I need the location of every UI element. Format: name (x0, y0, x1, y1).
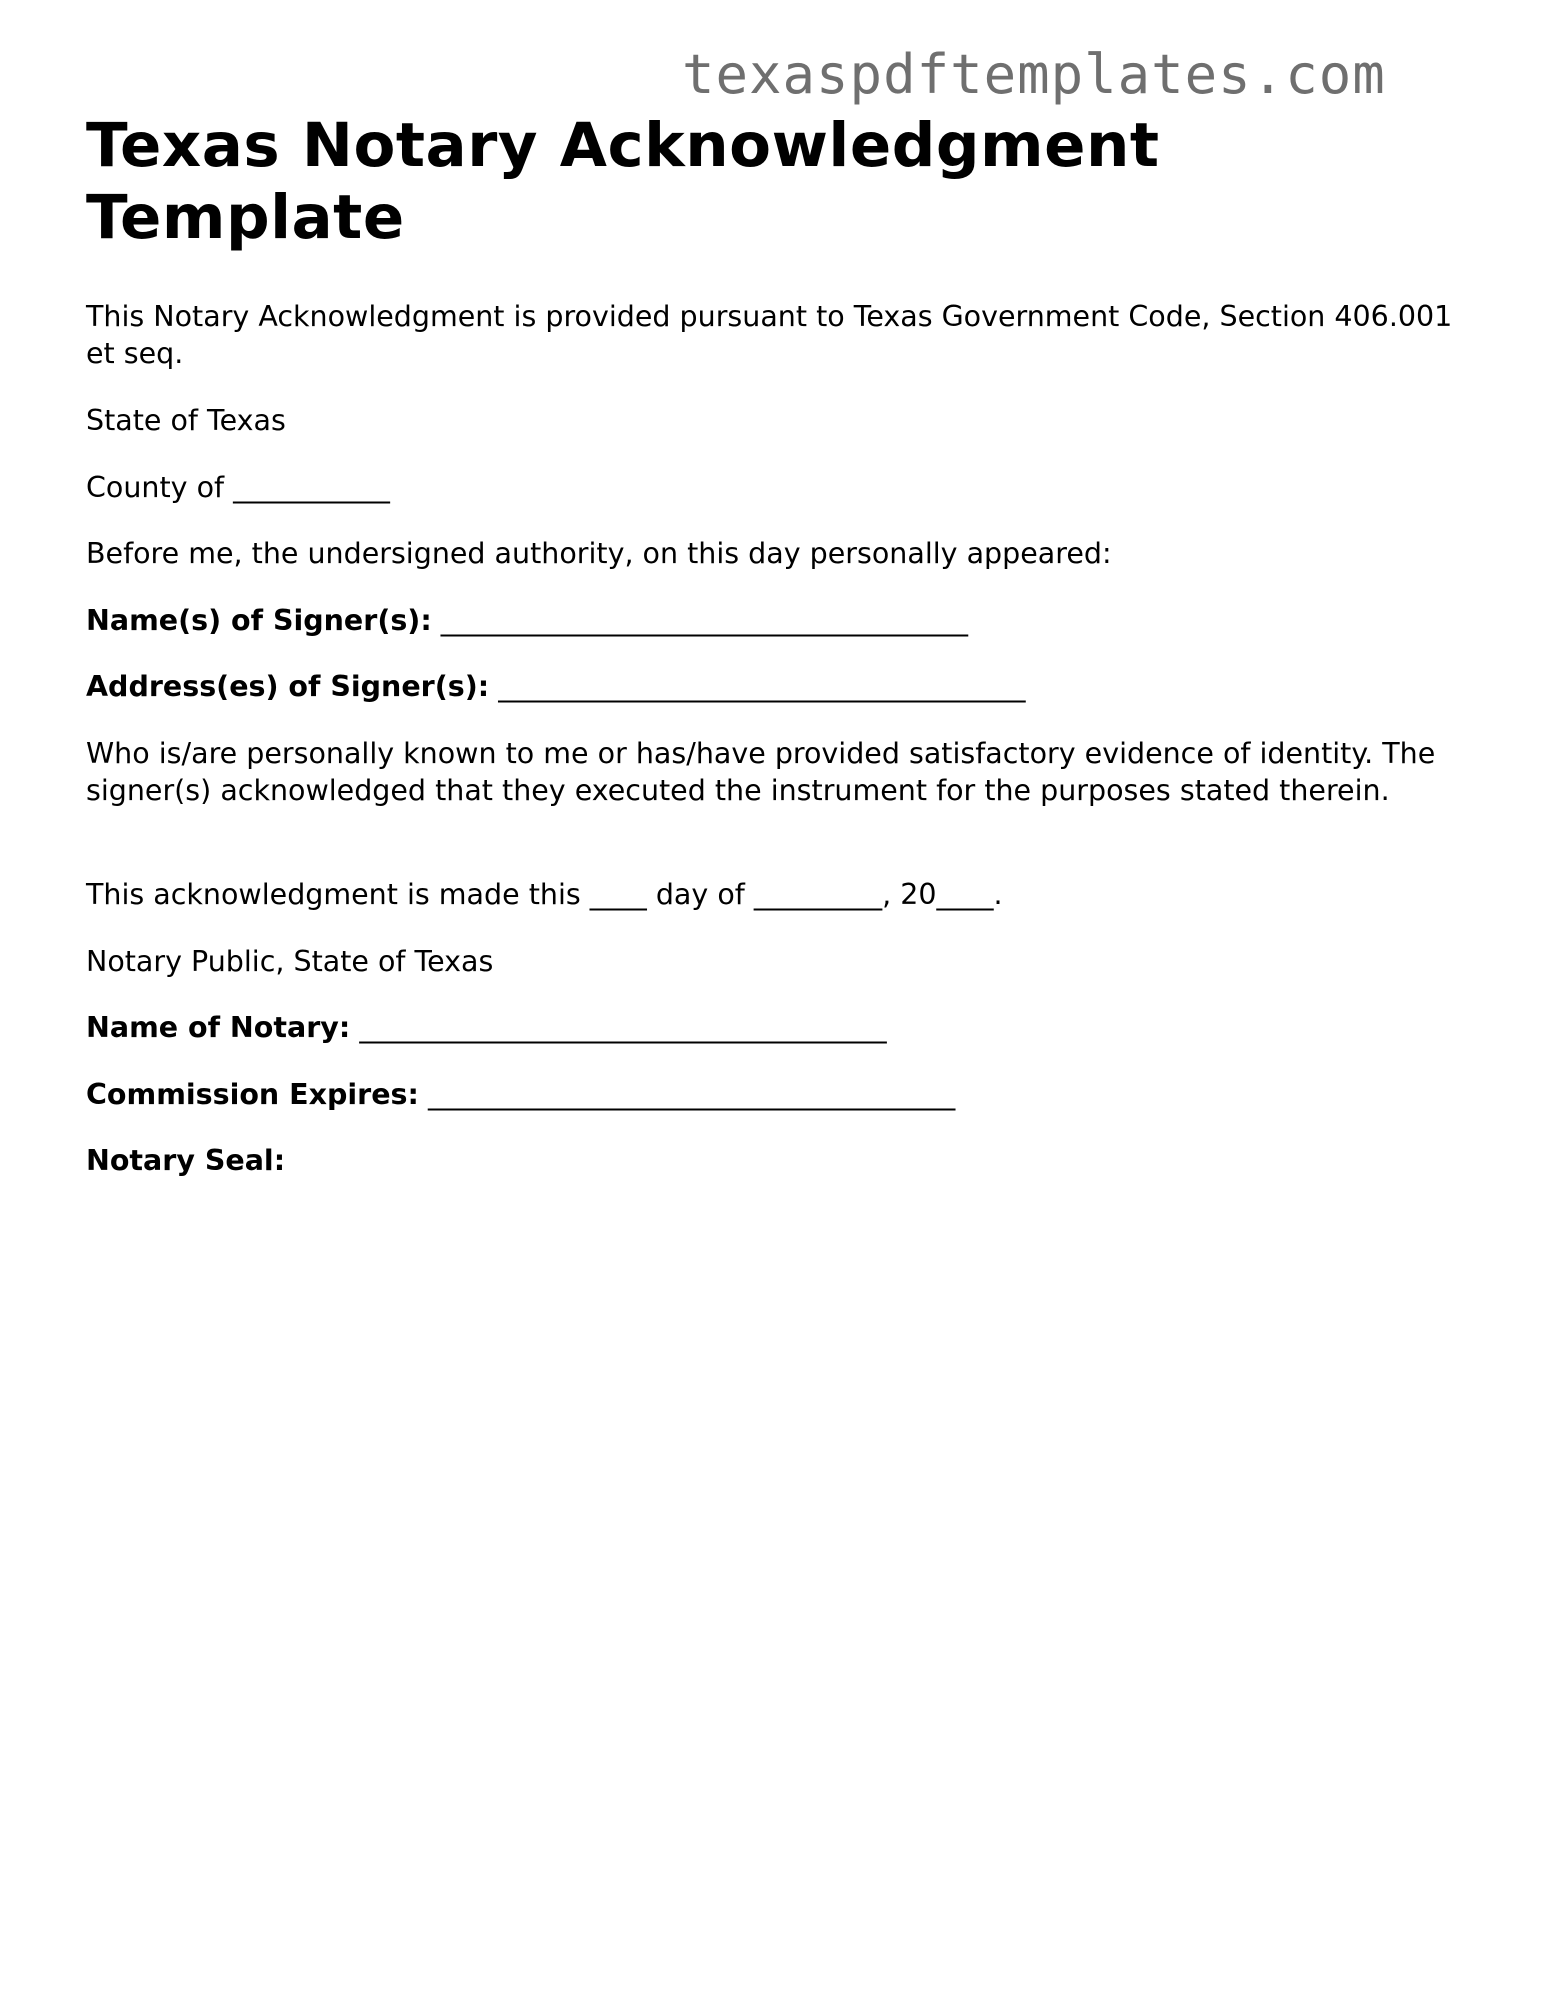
signer-addresses-label: Address(es) of Signer(s): (86, 670, 490, 703)
watermark: texaspdftemplates.com (682, 43, 1386, 106)
signer-addresses-blank[interactable]: _____________________________________ (498, 670, 1026, 703)
identity-paragraph: Who is/are personally known to me or has/have provided satisfactory evidence of identity. The signer(s) acknowledged that they executed the instrument for the purposes stated therein. (86, 737, 1436, 807)
state-line: State of Texas (86, 404, 286, 437)
commission-expires-label: Commission Expires: (86, 1078, 419, 1111)
appeared-line: Before me, the undersigned authority, on this day personally appeared: (86, 537, 1112, 570)
signer-names-label: Name(s) of Signer(s): (86, 604, 432, 637)
intro-paragraph: This Notary Acknowledgment is provided pursuant to Texas Government Code, Section 406.001 et seq. (86, 300, 1453, 370)
page-title: Texas Notary Acknowledgment Template (86, 110, 1160, 253)
county-blank[interactable]: ___________ (233, 471, 390, 504)
notary-seal-line (86, 1142, 285, 1179)
commission-expires-line (86, 1076, 955, 1113)
county-line (86, 469, 390, 506)
notary-seal-label: Notary Seal: (86, 1144, 286, 1177)
notary-name-label: Name of Notary: (86, 1011, 351, 1044)
county-label: County of (86, 471, 225, 504)
notary-name-line (86, 1009, 887, 1046)
commission-expires-blank[interactable]: _____________________________________ (427, 1078, 956, 1111)
notary-name-blank[interactable]: _____________________________________ (359, 1011, 887, 1044)
date-line: This acknowledgment is made this ____ day of _________, 20____. (86, 878, 1003, 911)
signer-addresses-line (86, 668, 1025, 705)
notary-public-line: Notary Public, State of Texas (86, 945, 494, 978)
signer-names-line (86, 602, 968, 639)
signer-names-blank[interactable]: _____________________________________ (440, 604, 969, 637)
